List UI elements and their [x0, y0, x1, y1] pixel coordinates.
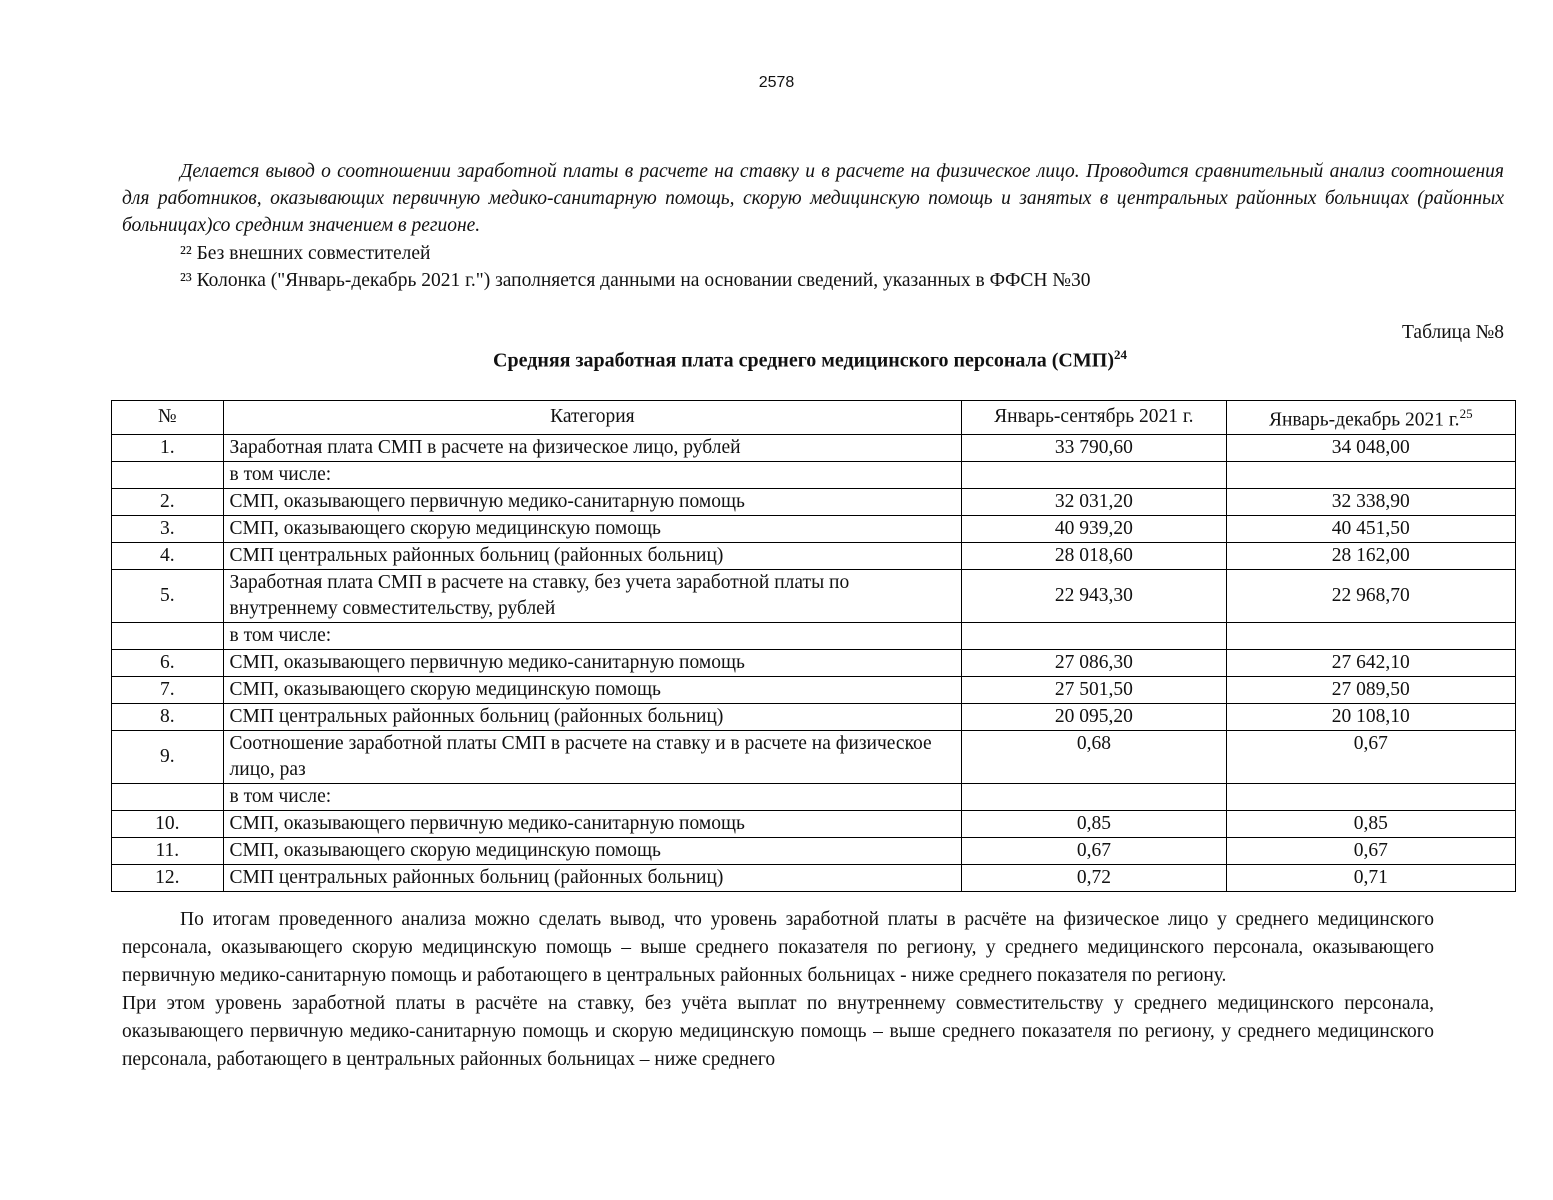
row-value-jan-dec: 20 108,10 — [1226, 703, 1515, 730]
row-number — [112, 622, 224, 649]
row-value-jan-dec — [1226, 622, 1515, 649]
header-footnote-ref: 25 — [1459, 406, 1473, 421]
row-category: СМП, оказывающего первичную медико-санитарную помощь — [223, 488, 962, 515]
row-value-jan-sep: 40 939,20 — [962, 515, 1226, 542]
header-jan-sep: Январь-сентябрь 2021 г. — [962, 401, 1226, 435]
intro-paragraph — [122, 158, 1504, 239]
row-number: 10. — [112, 810, 224, 837]
row-value-jan-dec: 0,67 — [1226, 730, 1515, 783]
row-number: 8. — [112, 703, 224, 730]
row-value-jan-dec: 0,67 — [1226, 837, 1515, 864]
page-number: 2578 — [758, 74, 795, 91]
row-number: 3. — [112, 515, 224, 542]
table-row — [112, 515, 1516, 542]
table-row — [112, 488, 1516, 515]
row-value-jan-sep: 27 086,30 — [962, 649, 1226, 676]
row-value-jan-sep — [962, 461, 1226, 488]
row-value-jan-sep: 0,72 — [962, 864, 1226, 891]
intro-text: Делается вывод о соотношении заработной платы в расчете на ставку и в расчете на физическое лицо. Проводится сравнительный анализ соотношения для работников, оказывающих первичную медико-санитарную помощь, скорую медицинскую помощь и занятых в центральных районных больницах (районных больницах)со средним значением в регионе. — [122, 161, 1504, 236]
row-category: СМП, оказывающего скорую медицинскую помощь — [223, 515, 962, 542]
header-category: Категория — [223, 401, 962, 435]
row-number: 11. — [112, 837, 224, 864]
row-category: СМП, оказывающего скорую медицинскую помощь — [223, 676, 962, 703]
row-number — [112, 783, 224, 810]
row-number: 7. — [112, 676, 224, 703]
row-category: в том числе: — [223, 622, 962, 649]
row-value-jan-sep — [962, 622, 1226, 649]
row-category: СМП центральных районных больниц (районных больниц) — [223, 542, 962, 569]
table-row — [112, 810, 1516, 837]
row-category: Заработная плата СМП в расчете на ставку, без учета заработной платы по внутреннему совместительству, рублей — [223, 569, 962, 622]
row-value-jan-sep: 22 943,30 — [962, 569, 1226, 622]
table-row — [112, 461, 1516, 488]
row-value-jan-sep: 0,67 — [962, 837, 1226, 864]
row-value-jan-sep: 0,68 — [962, 730, 1226, 783]
row-category: в том числе: — [223, 461, 962, 488]
table-title-footnote-ref: 24 — [1113, 347, 1127, 362]
row-category: СМП, оказывающего скорую медицинскую помощь — [223, 837, 962, 864]
row-category: СМП центральных районных больниц (районных больниц) — [223, 864, 962, 891]
row-value-jan-dec: 22 968,70 — [1226, 569, 1515, 622]
table-label: Таблица №8 — [1401, 322, 1504, 343]
row-category: Соотношение заработной платы СМП в расчете на ставку и в расчете на физическое лицо, раз — [223, 730, 962, 783]
table-row — [112, 783, 1516, 810]
row-number: 6. — [112, 649, 224, 676]
table-row — [112, 569, 1516, 622]
conclusion — [122, 906, 1434, 1074]
row-value-jan-sep: 27 501,50 — [962, 676, 1226, 703]
header-jan-dec-text: Январь-декабрь 2021 г. — [1268, 409, 1460, 431]
row-value-jan-dec: 0,85 — [1226, 810, 1515, 837]
table-row — [112, 542, 1516, 569]
row-value-jan-dec: 28 162,00 — [1226, 542, 1515, 569]
table-header-row — [112, 401, 1516, 435]
row-category: Заработная плата СМП в расчете на физическое лицо, рублей — [223, 434, 962, 461]
salary-table — [111, 400, 1516, 892]
conclusion-paragraph-2: При этом уровень заработной платы в расчёте на ставку, без учёта выплат по внутреннему совместительству у среднего медицинского персонала, оказывающего первичную медико-санитарную помощь и скорую медицинскую помощь – выше среднего показателя по региону, у среднего медицинского персонала, работающего в центральных районных больницах – ниже среднего — [122, 993, 1434, 1070]
footnote-23: ²³ Колонка ("Январь-декабрь 2021 г.") заполняется данными на основании сведений, указанных в ФФСН №30 — [180, 270, 1091, 291]
table-row — [112, 730, 1516, 783]
conclusion-paragraph-1: По итогам проведенного анализа можно сделать вывод, что уровень заработной платы в расчёте на физическое лицо у среднего медицинского персонала, оказывающего скорую медицинскую помощь – выше среднего показателя по региону, у среднего медицинского персонала, оказывающего первичную медико-санитарную помощь и работающего в центральных районных больницах - ниже среднего показателя по региону. — [122, 909, 1434, 986]
row-value-jan-dec: 0,71 — [1226, 864, 1515, 891]
table-title-text: Средняя заработная плата среднего медицинского персонала (СМП) — [493, 349, 1114, 372]
row-value-jan-sep: 20 095,20 — [962, 703, 1226, 730]
row-value-jan-dec: 34 048,00 — [1226, 434, 1515, 461]
row-number: 2. — [112, 488, 224, 515]
table-row — [112, 649, 1516, 676]
row-value-jan-dec — [1226, 461, 1515, 488]
table-row — [112, 622, 1516, 649]
table-body — [112, 434, 1516, 891]
row-value-jan-dec: 32 338,90 — [1226, 488, 1515, 515]
table-row — [112, 703, 1516, 730]
row-category: СМП центральных районных больниц (районных больниц) — [223, 703, 962, 730]
table-title — [0, 347, 1553, 373]
row-number: 1. — [112, 434, 224, 461]
row-category: в том числе: — [223, 783, 962, 810]
row-category: СМП, оказывающего первичную медико-санитарную помощь — [223, 649, 962, 676]
row-value-jan-dec — [1226, 783, 1515, 810]
row-value-jan-sep: 32 031,20 — [962, 488, 1226, 515]
table-row — [112, 837, 1516, 864]
row-number: 9. — [112, 730, 224, 783]
row-number: 4. — [112, 542, 224, 569]
row-category: СМП, оказывающего первичную медико-санитарную помощь — [223, 810, 962, 837]
row-value-jan-sep: 28 018,60 — [962, 542, 1226, 569]
table-row — [112, 676, 1516, 703]
footnote-22: ²² Без внешних совместителей — [180, 243, 431, 264]
table-row — [112, 434, 1516, 461]
row-value-jan-dec: 27 642,10 — [1226, 649, 1515, 676]
row-value-jan-dec: 27 089,50 — [1226, 676, 1515, 703]
table-row — [112, 864, 1516, 891]
row-number: 12. — [112, 864, 224, 891]
row-value-jan-sep — [962, 783, 1226, 810]
header-num: № — [112, 401, 224, 435]
header-jan-dec — [1226, 401, 1515, 435]
row-number — [112, 461, 224, 488]
row-value-jan-dec: 40 451,50 — [1226, 515, 1515, 542]
row-value-jan-sep: 33 790,60 — [962, 434, 1226, 461]
row-value-jan-sep: 0,85 — [962, 810, 1226, 837]
row-number: 5. — [112, 569, 224, 622]
